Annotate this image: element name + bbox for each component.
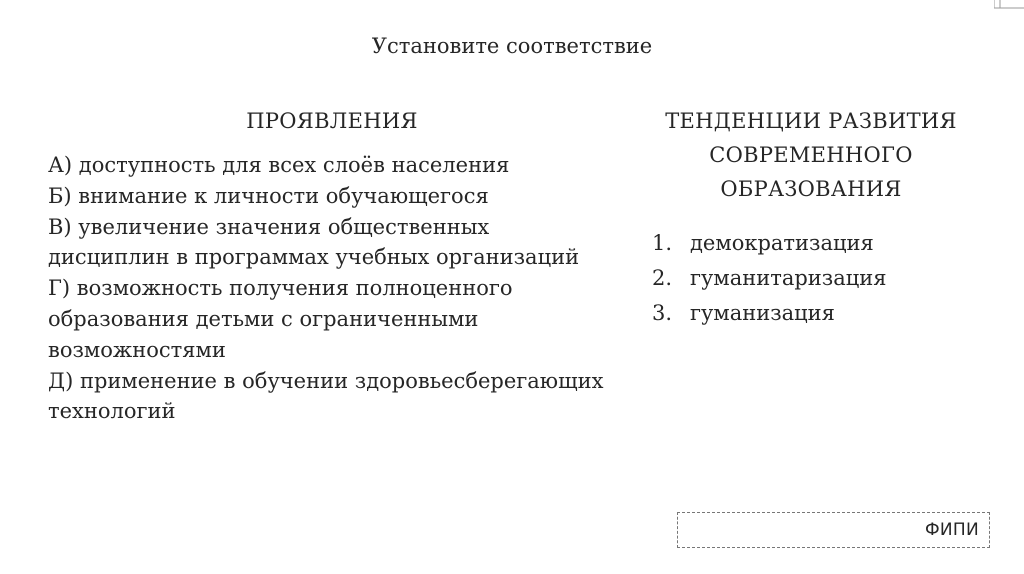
trend-item xyxy=(636,261,986,296)
trends-column xyxy=(636,104,986,331)
manifestations-list xyxy=(48,150,614,427)
source-stamp xyxy=(677,512,990,548)
source-label: ФИПИ xyxy=(924,520,979,540)
manifestations-column xyxy=(48,104,614,427)
trend-item xyxy=(636,226,986,261)
manifestations-heading: ПРОЯВЛЕНИЯ xyxy=(246,109,418,133)
trend-number: 2. xyxy=(652,266,673,290)
trends-heading: ТЕНДЕНЦИИ РАЗВИТИЯ СОВРЕМЕННОГО ОБРАЗОВАНИЯ xyxy=(665,109,957,201)
trend-text: гуманизация xyxy=(690,301,835,325)
trend-number: 3. xyxy=(652,301,673,325)
manifestation-item-v: В) увеличение значения общественных дисциплин в программах учебных организаций xyxy=(48,214,580,270)
trend-item xyxy=(636,296,986,331)
manifestation-item-b: Б) внимание к личности обучающегося xyxy=(48,183,489,208)
manifestation-item-g: Г) возможность получения полноценного образования детьми с ограниченными возможностями xyxy=(48,276,513,362)
trend-text: гуманитаризация xyxy=(690,266,887,290)
page-title: Установите соответствие xyxy=(371,34,653,58)
trend-number: 1. xyxy=(652,231,673,255)
corner-decoration xyxy=(994,0,1024,10)
trend-text: демократизация xyxy=(690,231,874,255)
manifestation-item-a: А) доступность для всех слоёв населения xyxy=(48,153,510,177)
trends-list xyxy=(636,226,986,331)
manifestation-item-d: Д) применение в обучении здоровьесберегающих технологий xyxy=(48,368,604,424)
